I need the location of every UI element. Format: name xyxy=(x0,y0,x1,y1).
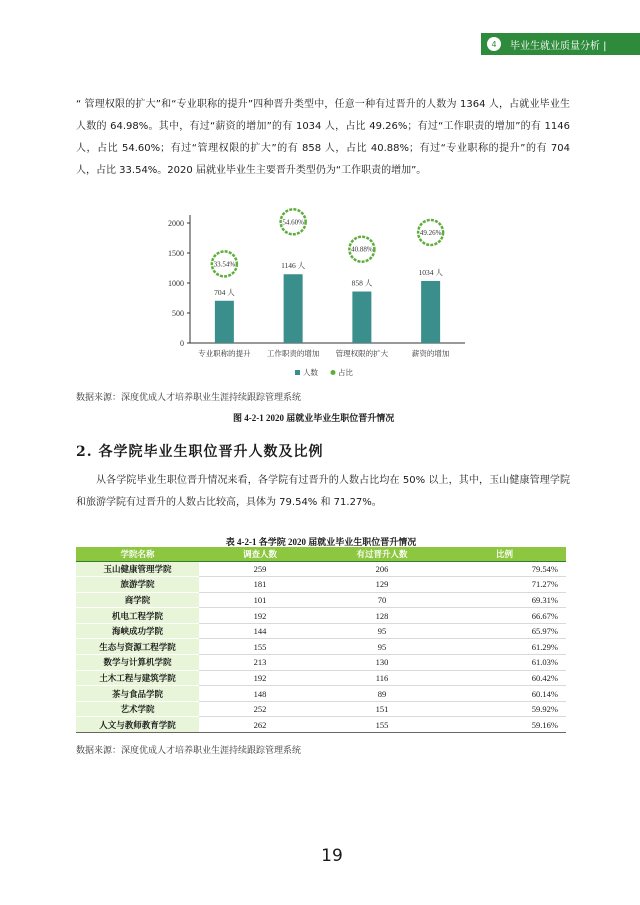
bar xyxy=(352,292,371,343)
promoted-count-cell: 155 xyxy=(321,717,443,733)
x-tick-label: 专业职称的提升 xyxy=(198,349,251,358)
ratio-cell: 61.03% xyxy=(443,655,566,671)
page-number-text: 19 xyxy=(321,846,343,866)
ratio-cell: 61.29% xyxy=(443,639,566,655)
table-row xyxy=(76,608,566,624)
promoted-count-cell: 206 xyxy=(321,561,443,577)
promotion-chart xyxy=(160,205,478,387)
promoted-count-cell: 116 xyxy=(321,670,443,686)
table-row xyxy=(76,639,566,655)
x-tick-label: 薪资的增加 xyxy=(411,349,450,358)
chapter-title: 毕业生就业质量分析 | xyxy=(510,40,607,52)
table-header-cell: 比例 xyxy=(443,547,566,561)
ratio-cell: 60.42% xyxy=(443,670,566,686)
table-row xyxy=(76,686,566,702)
percent-label: 33.54% xyxy=(213,260,236,269)
table-caption: 表 4-2-1 各学院 2020 届就业毕业生职位晋升情况 xyxy=(225,537,417,547)
college-name-cell: 茶与食品学院 xyxy=(76,686,199,702)
surveyed-count-cell: 213 xyxy=(199,655,321,671)
ratio-cell: 60.14% xyxy=(443,686,566,702)
table-row xyxy=(76,561,566,577)
y-tick-label: 500 xyxy=(172,309,184,318)
college-name-cell: 旅游学院 xyxy=(76,577,199,593)
college-name-cell: 生态与资源工程学院 xyxy=(76,639,199,655)
college-name-cell: 商学院 xyxy=(76,592,199,608)
table-row xyxy=(76,717,566,733)
legend-swatch-count xyxy=(295,370,300,375)
chapter-header xyxy=(481,33,640,55)
chart-source: 数据来源：深度优成人才培养职业生涯持续跟踪管理系统 xyxy=(76,393,302,403)
promoted-count-cell: 151 xyxy=(321,701,443,717)
chapter-number: 4 xyxy=(487,37,501,51)
surveyed-count-cell: 192 xyxy=(199,608,321,624)
legend-label-percent: 占比 xyxy=(338,368,353,377)
surveyed-count-cell: 192 xyxy=(199,670,321,686)
bar-value-label: 858 人 xyxy=(351,278,373,288)
table-header-cell: 有过晋升人数 xyxy=(321,547,443,561)
surveyed-count-cell: 101 xyxy=(199,592,321,608)
promoted-count-cell: 95 xyxy=(321,639,443,655)
promoted-count-cell: 129 xyxy=(321,577,443,593)
ratio-cell: 69.31% xyxy=(443,592,566,608)
x-tick-label: 管理权限的扩大 xyxy=(335,349,389,358)
surveyed-count-cell: 181 xyxy=(199,577,321,593)
surveyed-count-cell: 262 xyxy=(199,717,321,733)
ratio-cell: 59.92% xyxy=(443,701,566,717)
table-row xyxy=(76,577,566,593)
college-name-cell: 机电工程学院 xyxy=(76,608,199,624)
y-tick-label: 1500 xyxy=(168,249,184,258)
percent-label: 40.88% xyxy=(351,245,373,254)
intro-paragraph: “ 管理权限的扩大”和“专业职称的提升”四种晋升类型中，任意一种有过晋升的人数为 1364 人，占就业毕业生人数的 64.98%。其中，有过“薪资的增加”的有 1034 人，占比 49.26%；有过“工作职责的增加”的有 1146 人，占比 54.60%；有过“管理权限的扩大”的有 858 人，占比 40.88%；有过“专业职称的提升”的有 704 人，占比 33.54%。2020 届就业毕业生主要晋升类型仍为“工作职责的增加”。 xyxy=(76,99,570,176)
college-name-cell: 海峡成功学院 xyxy=(76,623,199,639)
table-row xyxy=(76,701,566,717)
college-name-cell: 土木工程与建筑学院 xyxy=(76,670,199,686)
table-row xyxy=(76,623,566,639)
surveyed-count-cell: 259 xyxy=(199,561,321,577)
promoted-count-cell: 128 xyxy=(321,608,443,624)
y-tick-label: 1000 xyxy=(168,279,184,288)
table-header-cell: 学院名称 xyxy=(76,547,199,561)
table-row xyxy=(76,670,566,686)
bar-value-label: 704 人 xyxy=(214,287,235,297)
y-tick-label: 2000 xyxy=(168,219,184,228)
college-name-cell: 人文与教师教育学院 xyxy=(76,717,199,733)
bar xyxy=(284,274,303,343)
table-row xyxy=(76,592,566,608)
table-header-cell: 调查人数 xyxy=(199,547,321,561)
promoted-count-cell: 95 xyxy=(321,623,443,639)
section-paragraph: 从各学院毕业生职位晋升情况来看，各学院有过晋升的人数占比均在 50% 以上，其中，玉山健康管理学院和旅游学院有过晋升的人数占比较高，具体为 79.54% 和 71.27%。 xyxy=(76,475,570,508)
surveyed-count-cell: 252 xyxy=(199,701,321,717)
page-number xyxy=(318,843,346,869)
promoted-count-cell: 89 xyxy=(321,686,443,702)
x-tick-label: 工作职责的增加 xyxy=(266,349,320,358)
ratio-cell: 66.67% xyxy=(443,608,566,624)
ratio-cell: 65.97% xyxy=(443,623,566,639)
promotion-bar-chart xyxy=(160,205,478,387)
percent-label: 49.26% xyxy=(419,228,442,237)
college-name-cell: 艺术学院 xyxy=(76,701,199,717)
promoted-count-cell: 130 xyxy=(321,655,443,671)
y-tick-label: 0 xyxy=(180,339,184,348)
college-name-cell: 数学与计算机学院 xyxy=(76,655,199,671)
college-name-cell: 玉山健康管理学院 xyxy=(76,561,199,577)
ratio-cell: 59.16% xyxy=(443,717,566,733)
chart-caption: 图 4-2-1 2020 届就业毕业生职位晋升情况 xyxy=(233,413,395,423)
percent-label: 54.60% xyxy=(282,218,304,227)
legend-swatch-percent xyxy=(331,370,336,375)
bar xyxy=(421,281,440,343)
table-header-row xyxy=(76,547,566,561)
ratio-cell: 71.27% xyxy=(443,577,566,593)
table-source: 数据来源：深度优成人才培养职业生涯持续跟踪管理系统 xyxy=(76,746,302,756)
section-heading: 2. 各学院毕业生职位晋升人数及比例 xyxy=(76,444,324,460)
bar-value-label: 1034 人 xyxy=(418,267,443,277)
surveyed-count-cell: 144 xyxy=(199,623,321,639)
ratio-cell: 79.54% xyxy=(443,561,566,577)
bar-value-label: 1146 人 xyxy=(281,261,306,271)
promoted-count-cell: 70 xyxy=(321,592,443,608)
legend-label-count: 人数 xyxy=(303,368,318,377)
surveyed-count-cell: 148 xyxy=(199,686,321,702)
college-promotion-table xyxy=(76,547,566,733)
table-row xyxy=(76,655,566,671)
bar xyxy=(215,301,234,343)
surveyed-count-cell: 155 xyxy=(199,639,321,655)
